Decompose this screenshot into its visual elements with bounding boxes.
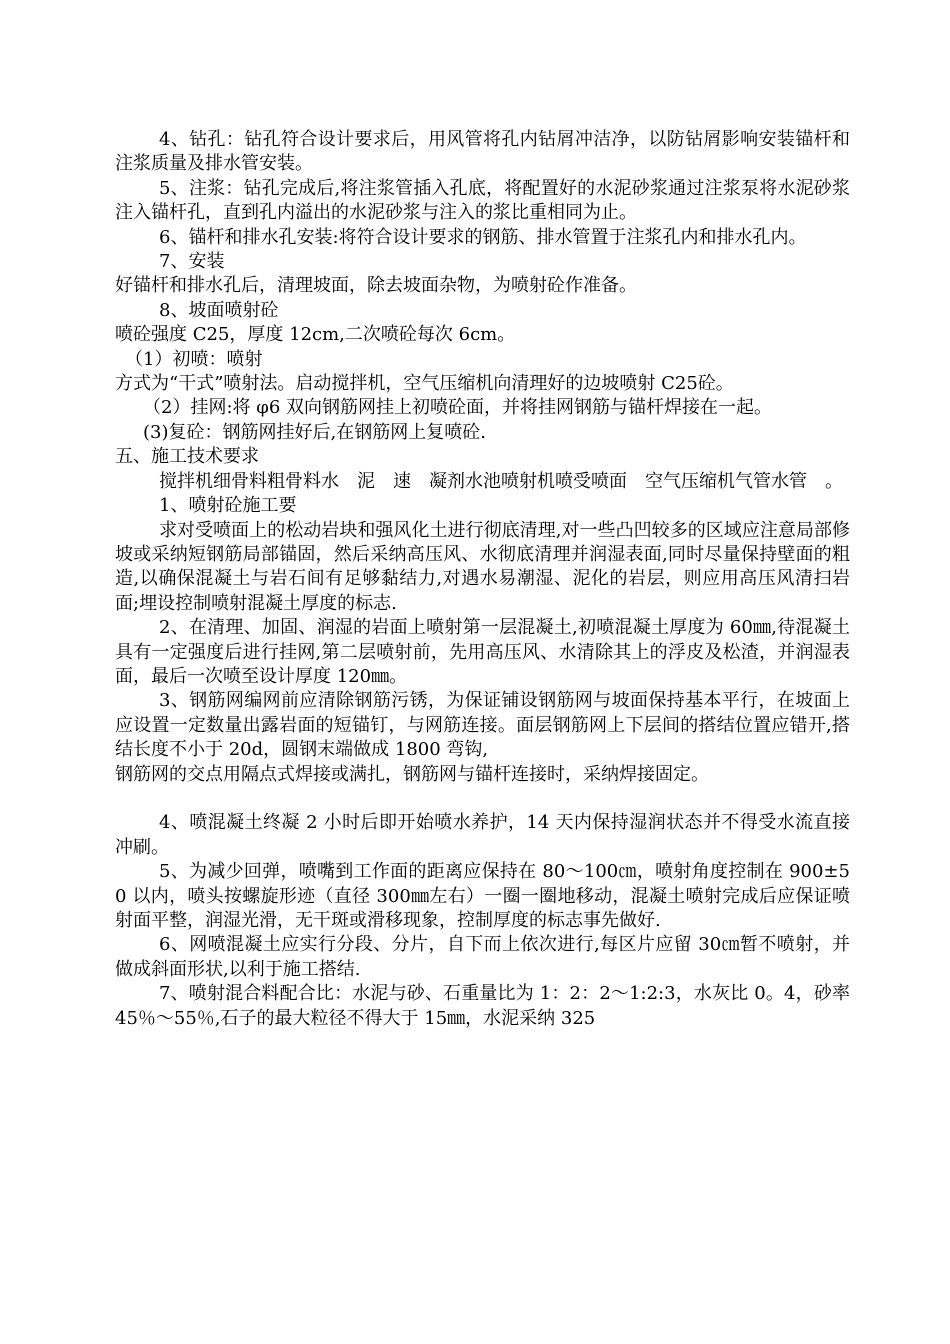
paragraph-drilling: 4、钻孔：钻孔符合设计要求后，用风管将孔内钻屑冲洁净，以防钻屑影响安装锚杆和注浆质量及排水管安装。 (115, 129, 850, 175)
paragraph-initial-spray: （1）初喷：喷射 (125, 348, 263, 370)
paragraph-slope-clean: 好锚杆和排水孔后，清理坡面，除去坡面杂物，为喷射砼作准备。 (115, 275, 637, 297)
paragraph-mesh-hanging: （2）挂网:将 φ6 双向钢筋网挂上初喷砼面，并将挂网钢筋与锚杆焊接在一起。 (143, 397, 773, 419)
paragraph-equipment-list: 搅拌机细骨料粗骨料水 泥 速 凝剂水池喷射机喷受喷面 空气压缩机气管水管 。 (159, 470, 843, 492)
paragraph-mesh-joints: 钢筋网的交点用隔点式焊接或满扎，钢筋网与锚杆连接时，采纳焊接固定。 (115, 763, 709, 785)
paragraph-surface-cleaning: 求对受喷面上的松动岩块和强风化土进行彻底清理,对一些凸凹较多的区域应注意局部修坡或采纳短钢筋局部锚固，然后采纳高压风、水彻底清理并润湿表面,同时尽量保持壁面的粗造,以确保混凝土与岩石间有足够黏结力,对遇水易潮湿、泥化的岩层，则应用高压风清扫岩面;埋设控制喷射混凝土厚度的标志. (115, 519, 850, 614)
paragraph-curing: 4、喷混凝土终凝 2 小时后即开始喷水养护，14 天内保持湿润状态并不得受水流直接冲刷。 (115, 812, 850, 858)
section-heading-tech-requirements: 五、施工技术要求 (115, 446, 259, 468)
paragraph-anchor-install: 6、锚杆和排水孔安装:将符合设计要求的钢筋、排水管置于注浆孔内和排水孔内。 (159, 226, 807, 248)
paragraph-mesh-weaving: 3、钢筋网编网前应清除钢筋污锈，为保证铺设钢筋网与坡面保持基本平行，在坡面上应设置一定数量出露岩面的短锚钉，与网筋连接。面层钢筋网上下层间的搭结位置应错开,搭结长度不小于 20d，圆钢末端做成 1800 弯钩, (115, 690, 850, 761)
paragraph-sectioning: 6、网喷混凝土应实行分段、分片，自下而上依次进行,每区片应留 30㎝暂不喷射，并做成斜面形状,以利于施工搭结. (115, 934, 850, 980)
document-page (115, 128, 850, 1031)
paragraph-dry-method: 方式为“干式”喷射法。启动搅拌机，空气压缩机向清理好的边坡喷射 C25砼。 (115, 373, 734, 395)
paragraph-mix-ratio: 7、喷射混合料配合比：水泥与砂、石重量比为 1：2：2～1:2:3，水灰比 0。4，砂率 45％～55％,石子的最大粒径不得大于 15㎜，水泥采纳 325 (115, 983, 850, 1029)
blank-line (115, 787, 850, 811)
paragraph-re-spray: (3)复砼：钢筋网挂好后,在钢筋网上复喷砼. (143, 421, 486, 443)
paragraph-rebound: 5、为减少回弹，喷嘴到工作面的距离应保持在 80～100㎝，喷射角度控制在 900±50 以内，喷头按螺旋形迹（直径 300㎜左右）一圈一圈地移动，混凝土喷射完成后应保证喷射面平整，润湿光滑，无干斑或滑移现象，控制厚度的标志事先做好. (115, 861, 850, 931)
paragraph-shotcrete-heading: 8、坡面喷射砼 (159, 299, 279, 321)
paragraph-construction-heading: 1、喷射砼施工要 (159, 495, 297, 517)
paragraph-grouting: 5、注浆：钻孔完成后,将注浆管插入孔底，将配置好的水泥砂浆通过注浆泵将水泥砂浆注入锚杆孔，直到孔内溢出的水泥砂浆与注入的浆比重相同为止。 (115, 177, 850, 224)
paragraph-first-layer: 2、在清理、加固、润湿的岩面上喷射第一层混凝土,初喷混凝土厚度为 60㎜,待混凝土具有一定强度后进行挂网,第二层喷射前，先用高压风、水清除其上的浮皮及松渣，并润湿表面，最后一次喷至设计厚度 120㎜。 (115, 617, 850, 687)
paragraph-shotcrete-strength: 喷砼强度 C25，厚度 12cm,二次喷砼每次 6cm。 (115, 324, 516, 346)
paragraph-install-heading: 7、安装 (159, 251, 225, 273)
